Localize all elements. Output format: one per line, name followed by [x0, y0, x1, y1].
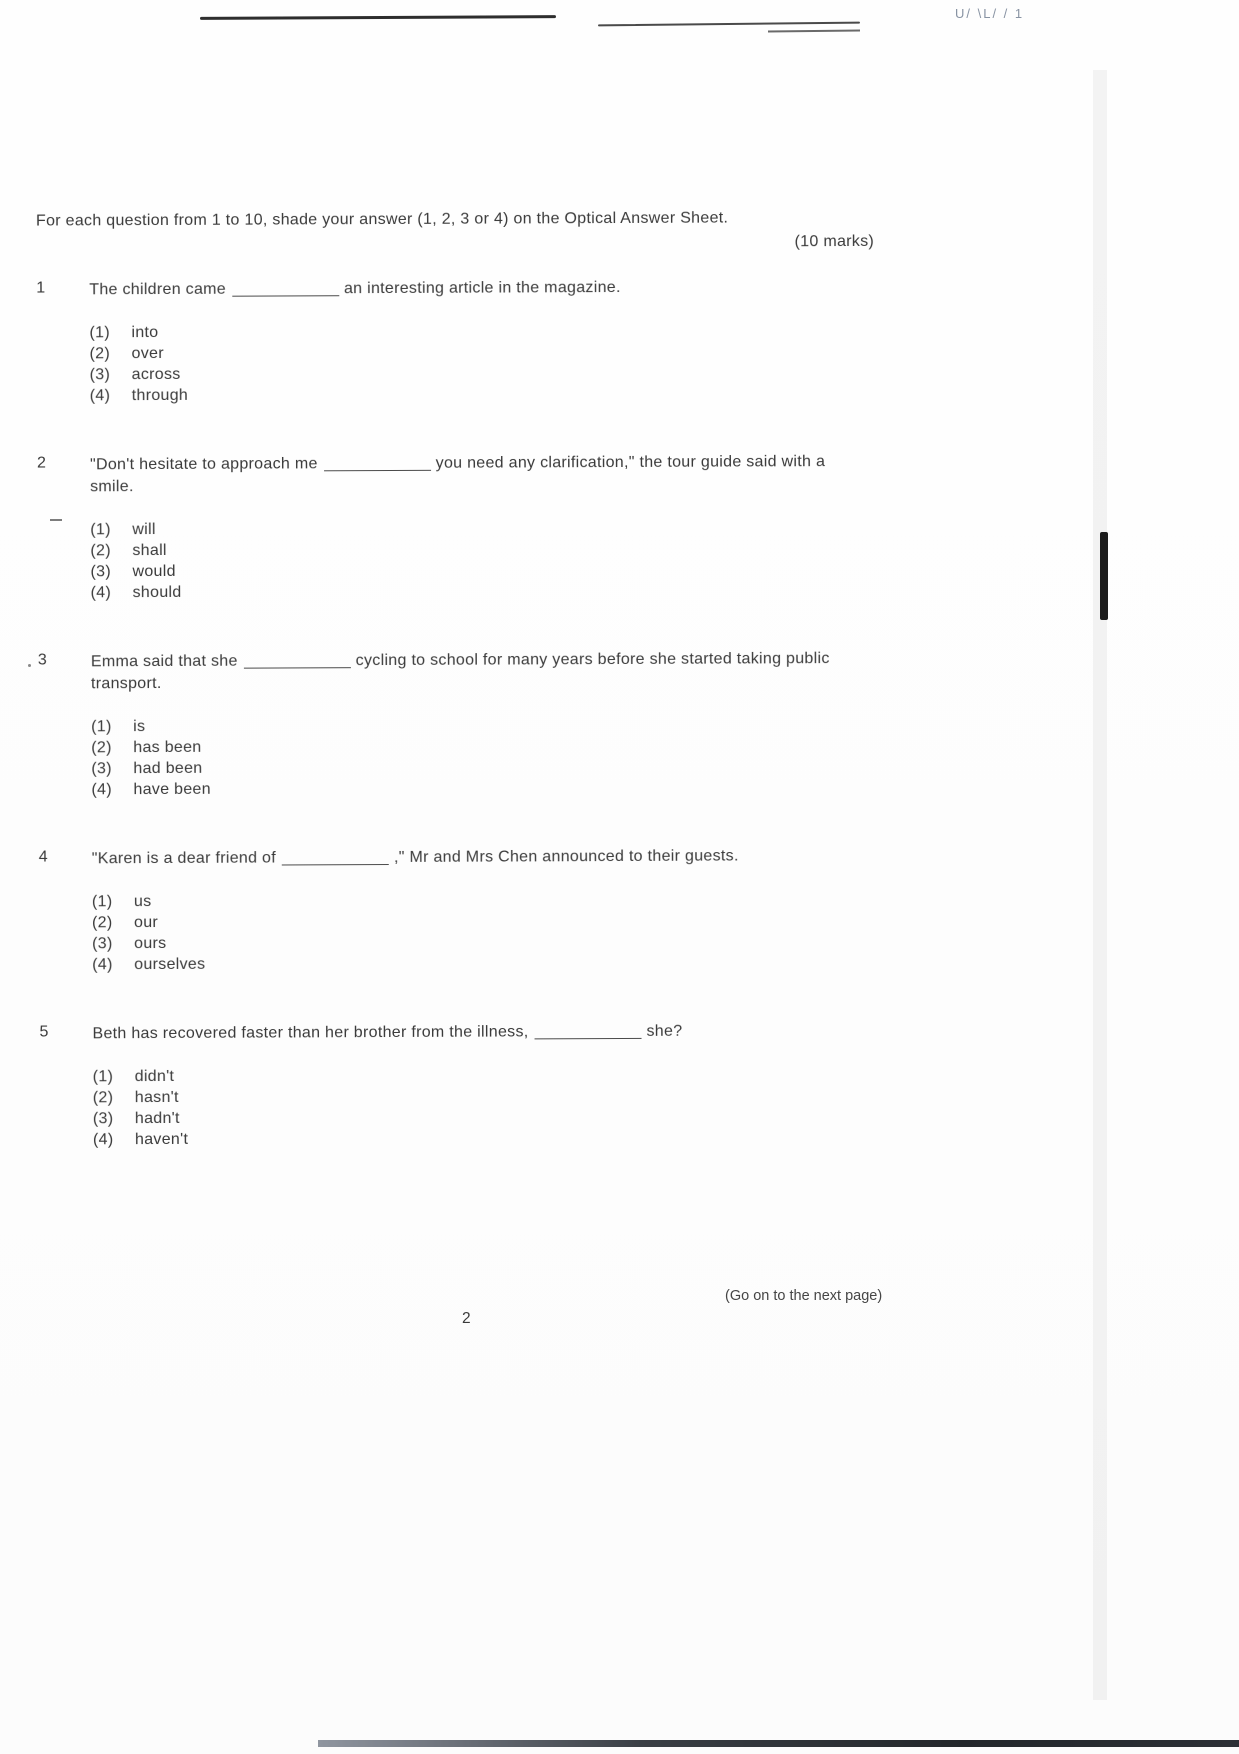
options-list: [89, 319, 849, 406]
option-label: across: [131, 365, 181, 384]
option-label: haven't: [134, 1130, 189, 1149]
question-text-before: Emma said that she: [90, 652, 238, 671]
option-label: into: [131, 324, 159, 342]
option-label: our: [133, 914, 159, 932]
option-label: has been: [133, 738, 202, 757]
option-label: is: [133, 718, 146, 736]
instruction-block: [36, 207, 874, 257]
option-number: (3): [92, 935, 113, 953]
scan-artifact-right-strip: [1093, 70, 1107, 1700]
answer-blank: [534, 1024, 641, 1039]
option-number: (3): [91, 760, 112, 778]
option-number: (1): [91, 718, 112, 736]
option-number: (1): [89, 324, 110, 342]
option-number: (4): [91, 781, 112, 799]
question-number: 4: [38, 848, 48, 866]
options-list: [90, 516, 850, 603]
question-text-after: an interesting article in the magazine.: [343, 278, 621, 298]
option-label: hadn't: [134, 1109, 180, 1128]
options-list: [92, 888, 852, 975]
answer-blank: [324, 456, 431, 471]
question-text-before: The children came: [89, 280, 227, 299]
question-number: 1: [36, 279, 46, 297]
question: [39, 1020, 940, 1151]
option-label: us: [133, 893, 152, 911]
question-text: [90, 451, 850, 498]
option-label: would: [132, 562, 176, 581]
question: [39, 845, 940, 976]
question-body: [91, 648, 852, 800]
question-text-after: ," Mr and Mrs Chen announced to their guests.: [393, 847, 739, 866]
page-number: 2: [462, 1310, 471, 1327]
option-row: [92, 951, 852, 975]
option-label: ours: [134, 934, 167, 953]
option-label: hasn't: [134, 1088, 179, 1107]
option-label: had been: [133, 759, 203, 778]
answer-blank: [244, 653, 351, 668]
corner-note: U/ \L/ / 1: [955, 6, 1025, 21]
question-text-before: Beth has recovered faster than her brother from the illness,: [92, 1023, 529, 1043]
option-label: should: [132, 583, 182, 602]
question-body: [92, 1020, 853, 1150]
marks-label: (10 marks): [794, 232, 875, 251]
option-number: (2): [90, 542, 111, 560]
option-number: (3): [89, 366, 111, 384]
question: [36, 276, 937, 407]
option-label: will: [132, 521, 156, 539]
question: [37, 451, 938, 604]
options-list: [91, 713, 851, 800]
option-number: (4): [92, 1131, 114, 1149]
option-number: (1): [91, 893, 113, 911]
option-number: (1): [90, 521, 111, 539]
answer-blank: [232, 281, 339, 296]
option-number: (3): [92, 1110, 114, 1128]
instruction-text: For each question from 1 to 10, shade your answer (1, 2, 3 or 4) on the Optical Answer Sheet.: [35, 209, 729, 230]
option-label: ourselves: [134, 955, 206, 974]
option-row: [90, 382, 850, 406]
option-number: (3): [90, 563, 111, 581]
scan-artifact-bottom-bar: [318, 1740, 1239, 1747]
question-body: [92, 845, 853, 975]
question-number: 2: [36, 454, 47, 472]
option-number: (2): [89, 345, 111, 363]
option-label: over: [131, 344, 164, 363]
scan-artifact-top-line-3: [768, 30, 860, 33]
option-number: (4): [89, 387, 111, 405]
option-number: (4): [90, 584, 112, 602]
option-number: (2): [92, 1089, 114, 1107]
question-number: 3: [37, 651, 48, 669]
question-text-after: you need any clarification," the tour guide said with a smile.: [90, 453, 826, 496]
scan-artifact-right-mark: [1100, 532, 1108, 620]
option-row: [93, 1126, 853, 1150]
question-text: [92, 1020, 852, 1045]
question-body: [90, 451, 851, 603]
scan-artifact-top-line-1: [200, 15, 556, 20]
question-number: 5: [39, 1023, 49, 1041]
option-label: have been: [133, 780, 211, 799]
option-row: [91, 579, 851, 603]
option-number: (2): [91, 739, 112, 757]
option-row: [91, 776, 851, 800]
question-text-after: cycling to school for many years before she started taking public transport.: [90, 650, 830, 693]
option-label: shall: [132, 541, 167, 560]
footer-note: (Go on to the next page): [725, 1288, 883, 1304]
answer-blank: [282, 850, 389, 865]
option-number: (1): [92, 1068, 114, 1086]
question-text: [91, 648, 851, 695]
question-text: [89, 276, 849, 301]
question-text-before: "Karen is a dear friend of: [91, 849, 277, 868]
option-label: through: [131, 386, 189, 405]
question-text: [92, 845, 852, 870]
option-number: (4): [92, 956, 113, 974]
option-label: didn't: [134, 1067, 175, 1086]
scan-speck: [28, 664, 31, 667]
option-number: (2): [91, 914, 113, 932]
scan-artifact-top-line-2: [598, 22, 860, 27]
question-text-before: "Don't hesitate to approach me: [89, 455, 318, 474]
questions: [36, 276, 940, 1199]
question-text-after: she?: [646, 1022, 683, 1040]
question: [38, 648, 939, 801]
question-body: [89, 276, 850, 406]
options-list: [93, 1063, 853, 1150]
